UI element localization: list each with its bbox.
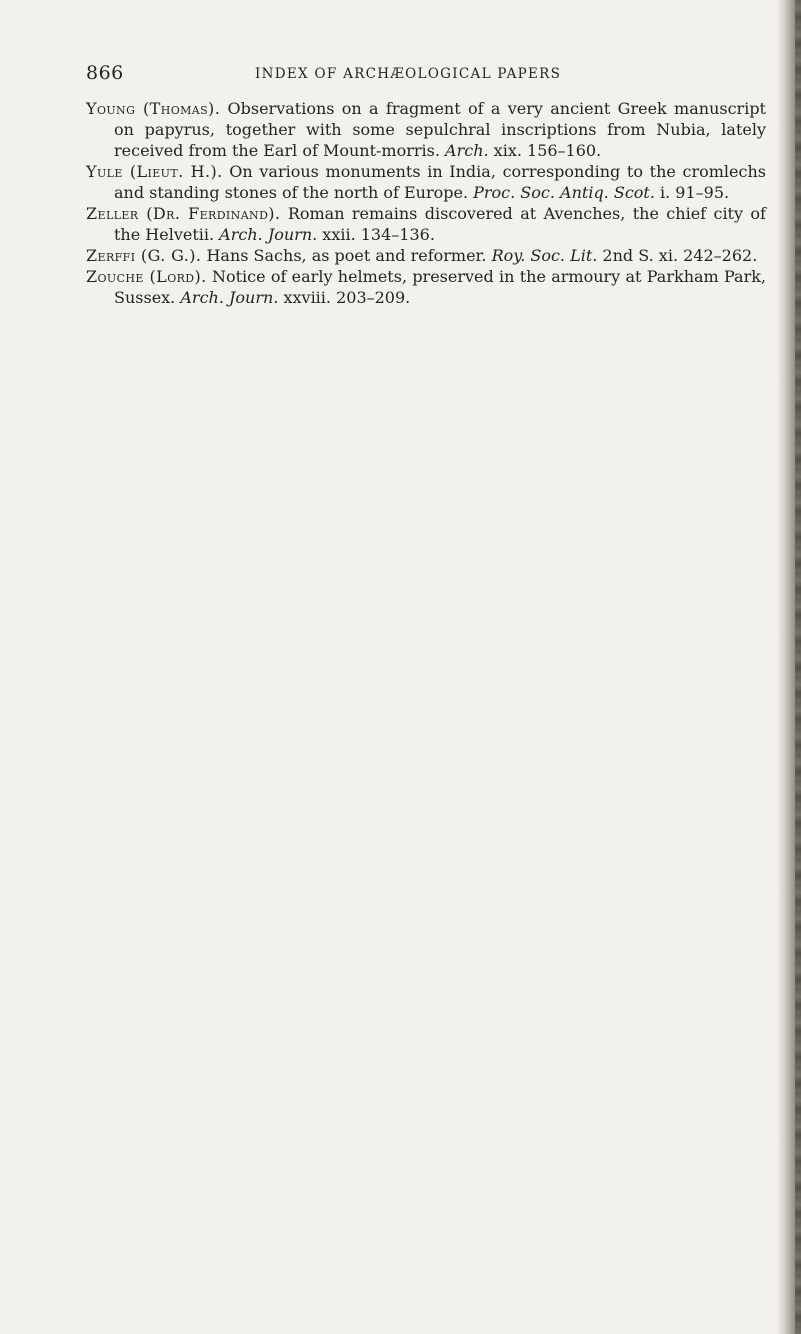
index-entries — [86, 98, 766, 308]
entry-reference: xxii. 134–136. — [317, 225, 435, 244]
entry-citation: Arch. — [445, 141, 489, 160]
entry-citation: Arch. Journ. — [219, 225, 318, 244]
entry-reference: i. 91–95. — [654, 183, 730, 202]
entry-author: Zouche (Lord). — [86, 267, 207, 286]
entry-citation: Proc. Soc. Antiq. Scot. — [473, 183, 655, 202]
entry-citation: Arch. Journ. — [180, 288, 279, 307]
index-entry — [86, 161, 766, 203]
entry-citation: Roy. Soc. Lit. — [491, 246, 598, 265]
entry-author: Yule (Lieut. H.). — [86, 162, 223, 181]
entry-description: Observations on a fragment of a very ancient Greek manuscript on papyrus, together with some sepulchral inscriptions from Nubia, lately received from the Earl of Mount-morris. — [114, 99, 766, 160]
index-entry — [86, 245, 766, 266]
entry-reference: xxviii. 203–209. — [278, 288, 411, 307]
page-edge-shadow — [777, 0, 801, 1334]
entry-author: Young (Thomas). — [86, 99, 221, 118]
entry-author: Zerffi (G. G.). — [86, 246, 202, 265]
index-entry — [86, 98, 766, 161]
entry-description: Roman remains discovered at Avenches, the chief city of the Helvetii. — [114, 204, 766, 244]
index-entry — [86, 266, 766, 308]
running-head: INDEX OF ARCHÆOLOGICAL PAPERS — [255, 66, 562, 82]
entry-description: Notice of early helmets, preserved in the armoury at Parkham Park, Sussex. — [114, 267, 767, 307]
entry-description: Hans Sachs, as poet and reformer. — [201, 246, 492, 265]
page-number: 866 — [86, 62, 124, 84]
entry-reference: xix. 156–160. — [488, 141, 602, 160]
entry-description: On various monuments in India, corresponding to the cromlechs and standing stones of the north of Europe. — [114, 162, 766, 202]
entry-reference: 2nd S. xi. 242–262. — [597, 246, 758, 265]
entry-author: Zeller (Dr. Ferdinand). — [86, 204, 281, 223]
index-entry — [86, 203, 766, 245]
